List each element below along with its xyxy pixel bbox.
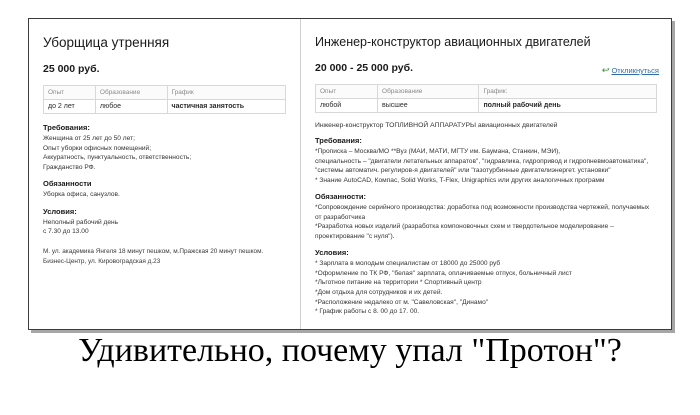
job-card-left bbox=[29, 19, 301, 329]
section-title-requirements-right: Требования: bbox=[315, 136, 362, 145]
job-listings-screenshot bbox=[28, 18, 672, 330]
requirement-line: специальность – "двигатели летательных аппаратов", "гидравлика, гидропривод и гидропневмоавтоматика", bbox=[315, 157, 649, 165]
requirement-line: Аккуратность, пунктуальность, ответственность; bbox=[43, 154, 192, 162]
job-meta-table-left bbox=[43, 85, 286, 114]
section-title-requirements-left: Требования: bbox=[43, 123, 90, 133]
section-body-conditions-right bbox=[315, 259, 657, 316]
section-body-requirements-left bbox=[43, 134, 286, 172]
section-body-duties-right bbox=[315, 203, 657, 241]
condition-line: *Льготное питание на территории * Спортивный центр bbox=[315, 279, 482, 287]
meta-value-experience: до 2 лет bbox=[44, 100, 96, 114]
condition-line: * График работы с 8. 00 до 17. 00. bbox=[315, 308, 420, 316]
meta-value-education: любое bbox=[95, 100, 167, 114]
requirement-line: * Знание AutoCAD, Компас, Solid Works, T-Flex, Unigraphics или других аналогичных программ bbox=[315, 176, 605, 184]
meta-value-schedule: полный рабочий день bbox=[479, 99, 657, 113]
address-line: М. ул. академика Янгеля 18 минут пешком, м.Пражская 20 минут пешком. bbox=[43, 248, 264, 256]
condition-line: Неполный рабочий день bbox=[43, 218, 119, 226]
meta-header-schedule: График: bbox=[479, 85, 657, 99]
meta-value-experience: любой bbox=[316, 99, 378, 113]
job-salary-right: 20 000 - 25 000 руб. bbox=[315, 62, 413, 74]
meta-header-education: Образование bbox=[378, 85, 479, 99]
meta-header-experience: Опыт bbox=[316, 85, 378, 99]
condition-line: *Дом отдыха для сотрудников и их детей. bbox=[315, 289, 443, 297]
respond-button[interactable] bbox=[602, 65, 659, 76]
section-body-conditions-left bbox=[43, 218, 286, 237]
job-address-left bbox=[43, 247, 286, 266]
meta-header-education: Образование bbox=[95, 86, 167, 100]
job-meta-table-right bbox=[315, 84, 657, 113]
section-title-duties-right: Обязанности: bbox=[315, 192, 367, 202]
meta-header-experience: Опыт bbox=[44, 86, 96, 100]
section-title-conditions-right: Условия: bbox=[315, 248, 349, 258]
job-salary-left: 25 000 руб. bbox=[43, 63, 100, 76]
condition-line: *Оформление по ТК РФ, "белая" зарплата, оплачиваемые отпуск, больничный лист bbox=[315, 269, 572, 277]
duty-line: от разработчика bbox=[315, 213, 366, 221]
requirement-line: Опыт уборки офисных помещений; bbox=[43, 144, 152, 152]
job-title-right: Инженер-конструктор авиационных двигателей bbox=[315, 35, 591, 49]
address-line: Бизнес-Центр, ул. Кировоградская д.23 bbox=[43, 257, 161, 265]
duty-line: проектирование "с нуля"). bbox=[315, 232, 395, 240]
requirement-line: Женщина от 25 лет до 50 лет; bbox=[43, 135, 135, 143]
requirement-line: Гражданство РФ. bbox=[43, 163, 96, 171]
section-title-duties-left: Обязанности bbox=[43, 179, 92, 189]
job-title-left: Уборщица утренняя bbox=[43, 35, 170, 50]
section-title-conditions-left: Условия: bbox=[43, 206, 77, 216]
condition-line: * Зарплата в молодым специалистам от 18000 до 25000 руб bbox=[315, 260, 501, 268]
duty-line: *Разработка новых изделий (разработка компоновочных схем и твердотельное моделирование – bbox=[315, 223, 614, 231]
condition-line: *Расположение недалеко от м. "Савеловская", "Динамо" bbox=[315, 298, 489, 306]
duty-line: Уборка офиса, санузлов. bbox=[43, 191, 120, 199]
reply-arrow-icon: ↩ bbox=[601, 65, 610, 75]
job-card-right bbox=[301, 19, 671, 329]
section-body-duties-left bbox=[43, 190, 286, 200]
section-body-requirements-right bbox=[315, 147, 657, 185]
condition-line: с 7.30 до 13.00 bbox=[43, 228, 89, 236]
duty-line: *Сопровождение серийного производства: доработка под возможности производства чертежей, получаемых bbox=[315, 204, 650, 212]
requirement-line: "системы автоматич. регулиров-я двигателей" или "газотурбинные двигателиэнергет. установки" bbox=[315, 167, 611, 175]
meta-header-schedule: График bbox=[167, 86, 286, 100]
job-lead-right: Инженер-конструктор ТОПЛИВНОЙ АППАРАТУРЫ авиационных двигателей bbox=[315, 122, 558, 129]
demotivator-caption: Удивительно, почему упал "Протон"? bbox=[78, 332, 622, 369]
meta-value-schedule: частичная занятость bbox=[167, 100, 286, 114]
meta-value-education: высшее bbox=[378, 99, 479, 113]
requirement-line: *Прописка – Москва/МО **Вуз (МАИ, МАТИ, МГТУ им. Баумана, Станкин, МЭИ), bbox=[315, 148, 561, 155]
respond-label: Откликнуться bbox=[611, 66, 659, 75]
